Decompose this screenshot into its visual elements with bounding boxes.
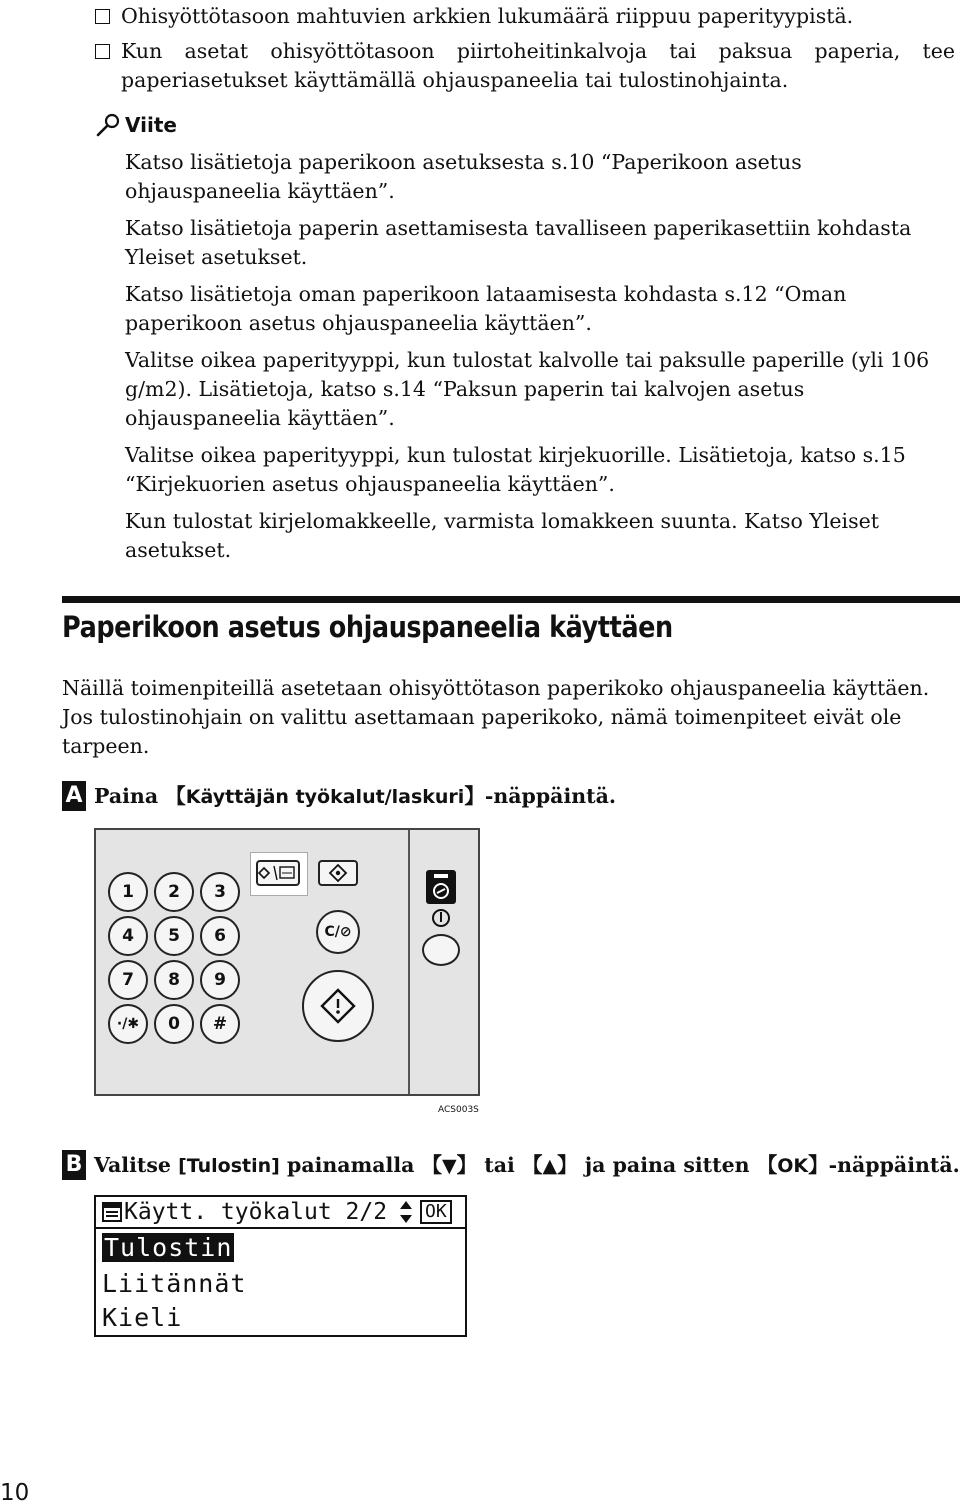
key-name: Käyttäjän työkalut/laskuri <box>185 786 465 808</box>
down-key: ▼ <box>442 1155 457 1177</box>
key-3: 3 <box>200 872 240 912</box>
menu-icon <box>102 1202 122 1222</box>
step-text-post: -näppäintä. <box>484 784 617 808</box>
bracket-open: 【 <box>165 784 186 808</box>
panel-divider <box>408 830 410 1094</box>
lcd-item-label: Liitännät <box>102 1269 247 1298</box>
step-number: A <box>62 781 86 811</box>
key-5: 5 <box>154 916 194 956</box>
viite-body <box>125 148 957 573</box>
energy-saver-key <box>426 870 456 904</box>
key-9: 9 <box>200 960 240 1000</box>
lcd-item-liitannat <box>102 1269 246 1298</box>
note-item <box>95 37 955 95</box>
checkbox-icon <box>95 44 110 59</box>
bracket-open: 【 <box>756 1153 778 1177</box>
clear-stop-key: C/⊘ <box>316 910 360 954</box>
note-item <box>95 2 955 31</box>
lcd-item-label: Kieli <box>102 1303 183 1332</box>
viite-heading <box>95 112 177 138</box>
viite-paragraph: Valitse oikea paperityyppi, kun tulostat kalvolle tai paksulle paperille (yli 106 g/m2). Lisätietoja, katso s.14 “Paksun paperin tai kalvojen asetus ohjauspaneelia käyttäen”. <box>125 348 930 430</box>
lcd-title: Käytt. työkalut 2/2 <box>124 1199 388 1225</box>
note-text: Kun asetat ohisyöttötasoon piirtoheitinkalvoja tai paksua paperia, tee paperiasetukset käyttämällä ohjauspaneelia tai tulostinohjainta. <box>121 39 955 92</box>
key-6: 6 <box>200 916 240 956</box>
clear-modes-icon <box>320 862 356 884</box>
note-text: Ohisyöttötasoon mahtuvien arkkien lukumäärä riippuu paperityypistä. <box>121 4 854 28</box>
page-number: 10 <box>0 1480 30 1506</box>
step-text-part: ja paina sitten <box>577 1153 757 1177</box>
main-power-button <box>422 934 460 966</box>
lcd-screen <box>94 1195 467 1337</box>
section-intro: Näillä toimenpiteillä asetetaan ohisyöttötason paperikoko ohjauspaneelia käyttäen. Jos tulostinohjain on valittu asettamaan paperikoko, nämä toimenpiteet eivät ole tarpeen. <box>62 676 930 758</box>
indicator-led <box>434 874 448 878</box>
bracket-open: 【 <box>522 1153 543 1177</box>
step-text-part: tai <box>477 1153 522 1177</box>
step-text-part: -näppäintä. <box>828 1153 960 1177</box>
viite-label: Viite <box>125 113 177 137</box>
viite-paragraph: Valitse oikea paperityyppi, kun tulostat kirjekuorille. Lisätietoja, katso s.15 “Kirjekuorien asetus ohjauspaneelia käyttäen”. <box>125 443 906 496</box>
lcd-item-kieli <box>102 1303 182 1332</box>
viite-paragraph: Katso lisätietoja paperin asettamisesta tavalliseen paperikasettiin kohdasta Yleiset asetukset. <box>125 216 912 269</box>
step-number: B <box>62 1150 86 1180</box>
power-icon <box>429 906 453 930</box>
lcd-item-label: Tulostin <box>104 1233 233 1262</box>
bracket-close: 】 <box>808 1153 829 1177</box>
step-text <box>94 1150 960 1181</box>
user-tools-counter-key <box>256 860 300 886</box>
start-key <box>302 970 374 1042</box>
step-2 <box>62 1150 960 1181</box>
ok-key: OK <box>777 1155 809 1177</box>
bracket-close: 】 <box>456 1153 478 1177</box>
viite-paragraph: Katso lisätietoja paperikoon asetuksesta s.10 “Paperikoon asetus ohjauspaneelia käyttäen”. <box>125 150 802 203</box>
viite-paragraph: Katso lisätietoja oman paperikoon lataamisesta kohdasta s.12 “Oman paperikoon asetus ohjauspaneelia käyttäen”. <box>125 282 847 335</box>
checkbox-icon <box>95 9 110 24</box>
user-tools-icon <box>258 862 298 884</box>
key-7: 7 <box>108 960 148 1000</box>
step-1 <box>62 781 616 812</box>
key-8: 8 <box>154 960 194 1000</box>
figure-code: ACS003S <box>438 1105 479 1115</box>
bracket-close: 】 <box>464 784 485 808</box>
key-2: 2 <box>154 872 194 912</box>
clear-modes-key <box>318 860 358 886</box>
menu-item-name: [Tulostin] <box>178 1155 280 1177</box>
section-rule <box>62 596 960 603</box>
step-text <box>94 781 616 812</box>
step-text-part: painamalla <box>279 1153 422 1177</box>
bracket-open: 【 <box>421 1153 443 1177</box>
up-key: ▲ <box>542 1155 558 1177</box>
start-icon <box>304 972 372 1040</box>
step-text-pre: Paina <box>94 784 166 808</box>
section-title: Paperikoon asetus ohjauspaneelia käyttäen <box>62 610 673 644</box>
key-asterisk: ·/✱ <box>108 1004 148 1044</box>
lcd-ok-label: OK <box>420 1200 452 1224</box>
lcd-header <box>96 1197 465 1229</box>
magnifier-icon <box>95 112 123 138</box>
up-down-icon <box>398 1200 414 1224</box>
key-0: 0 <box>154 1004 194 1044</box>
lcd-item-tulostin <box>102 1233 234 1262</box>
key-hash: # <box>200 1004 240 1044</box>
bracket-close: 】 <box>557 1153 578 1177</box>
control-panel-illustration <box>94 828 480 1096</box>
key-1: 1 <box>108 872 148 912</box>
key-4: 4 <box>108 916 148 956</box>
viite-paragraph: Kun tulostat kirjelomakkeelle, varmista lomakkeen suunta. Katso Yleiset asetukset. <box>125 509 879 562</box>
energy-saver-icon <box>426 880 456 904</box>
step-text-part: Valitse <box>94 1153 179 1177</box>
